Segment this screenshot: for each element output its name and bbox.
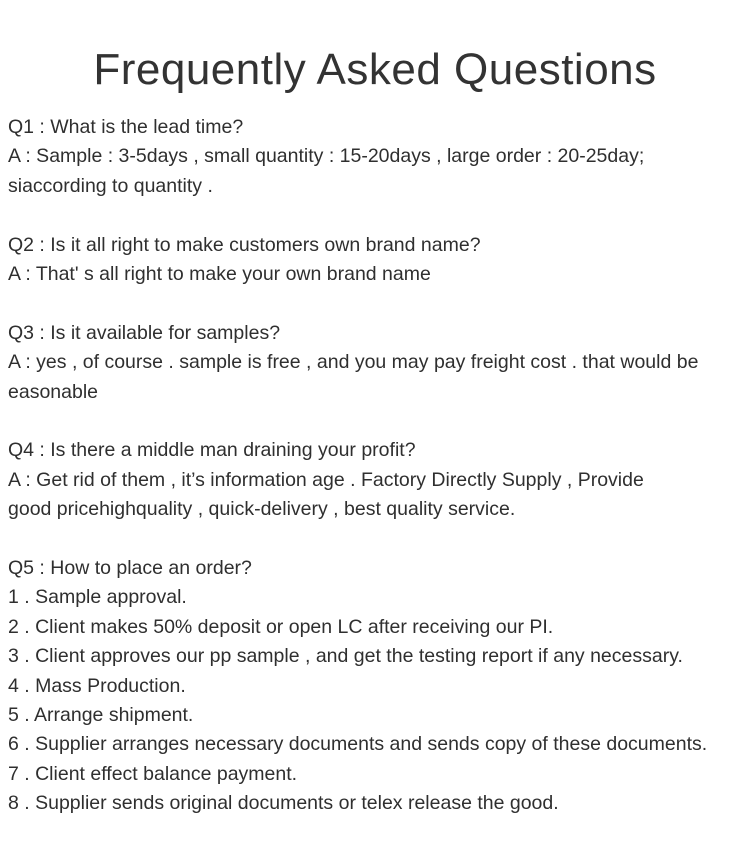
order-step: 4 . Mass Production. <box>8 674 186 697</box>
faq-question: Q2 : Is it all right to make customers own brand name? <box>8 233 481 256</box>
faq-answer-line: A : yes , of course . sample is free , and you may pay freight cost . that would be <box>8 351 699 374</box>
faq-item-3 <box>8 319 750 407</box>
faq-item-1 <box>8 113 750 201</box>
faq-list <box>8 113 750 819</box>
order-step: 6 . Supplier arranges necessary documents and sends copy of these documents. <box>8 733 708 756</box>
faq-answer-line: A : That' s all right to make your own brand name <box>8 263 431 286</box>
faq-question: Q1 : What is the lead time? <box>8 116 244 138</box>
faq-question: Q3 : Is it available for samples? <box>8 321 281 344</box>
faq-item-2 <box>8 231 750 290</box>
order-step: 5 . Arrange shipment. <box>8 704 194 727</box>
faq-answer-line: easonable <box>8 380 98 403</box>
faq-answer-line: A : Sample : 3-5days , small quantity : 15-20days , large order : 20-25day; <box>8 145 645 168</box>
order-step: 2 . Client makes 50% deposit or open LC after receiving our PI. <box>8 615 554 638</box>
order-step: 7 . Client effect balance payment. <box>8 762 298 785</box>
faq-item-4 <box>8 436 750 524</box>
faq-answer-line: good pricehighquality , quick-delivery , best quality service. <box>8 498 516 521</box>
faq-question: Q4 : Is there a middle man draining your profit? <box>8 439 416 462</box>
faq-item-5 <box>8 554 750 819</box>
order-step: 8 . Supplier sends original documents or telex release the good. <box>8 792 559 815</box>
order-step: 3 . Client approves our pp sample , and get the testing report if any necessary. <box>8 645 683 668</box>
faq-answer-line: siaccording to quantity . <box>8 174 213 197</box>
page-title: Frequently Asked Questions <box>93 45 657 94</box>
faq-question: Q5 : How to place an order? <box>8 557 252 580</box>
faq-answer-line: A : Get rid of them , it’s information age . Factory Directly Supply , Provide <box>8 468 644 491</box>
order-step: 1 . Sample approval. <box>8 586 187 609</box>
